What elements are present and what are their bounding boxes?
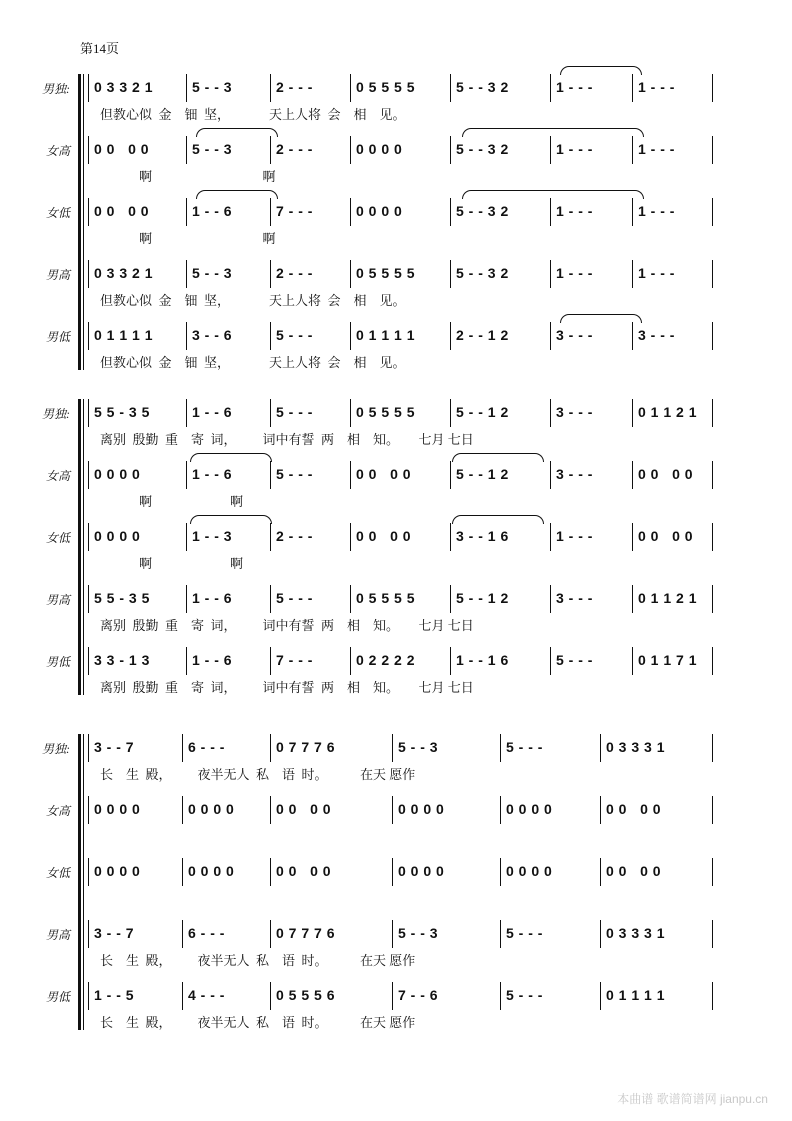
measure: 1 - - - (556, 528, 593, 544)
barline (88, 920, 89, 948)
measure: 3 - - 7 (94, 739, 135, 755)
measure: 0 0 0 0 (276, 863, 332, 879)
barline (182, 920, 183, 948)
barline (88, 858, 89, 886)
slur-mark (196, 128, 278, 137)
lyrics: 离别 殷勤 重 寄 词， 词中有誓 两 相 知。 七月 七日 (100, 618, 474, 633)
lyrics: 但教心似 金 钿 坚， 天上人将 会 相 见。 (100, 355, 406, 370)
barline (712, 136, 713, 164)
measure: 1 - - 5 (94, 987, 135, 1003)
measure: 7 - - - (276, 652, 313, 668)
barline (88, 461, 89, 489)
slur-mark (560, 314, 642, 323)
slur-mark (462, 128, 644, 137)
lyrics: 长 生 殿， 夜半无人 私 语 时。 在天 愿作 (100, 953, 416, 968)
barline (550, 523, 551, 551)
barline (182, 796, 183, 824)
measure: 3 - - - (556, 466, 593, 482)
barline (186, 399, 187, 427)
barline (270, 136, 271, 164)
measure: 2 - - - (276, 141, 313, 157)
part-label: 男高 (45, 928, 70, 942)
part-label: 男低 (45, 330, 70, 344)
barline (392, 796, 393, 824)
barline (350, 260, 351, 288)
barline (600, 982, 601, 1010)
measure: 0 0 0 0 (638, 528, 694, 544)
barline (186, 647, 187, 675)
measure: 0 0 0 0 (606, 801, 662, 817)
part-label: 女高 (45, 469, 70, 483)
part-label: 女低 (45, 531, 70, 545)
barline (270, 322, 271, 350)
measure: 0 1 1 1 1 (94, 327, 153, 343)
barline (392, 920, 393, 948)
measure: 0 5 5 5 5 (356, 265, 415, 281)
measure: 2 - - 1 2 (456, 327, 509, 343)
measure: 0 0 0 0 (356, 466, 412, 482)
measure: 5 - - - (276, 466, 313, 482)
barline (350, 647, 351, 675)
barline (450, 399, 451, 427)
measure: 0 5 5 5 5 (356, 590, 415, 606)
measure: 1 - - 3 (192, 528, 233, 544)
barline (88, 399, 89, 427)
part-label: 男独: (42, 407, 70, 421)
voice-line (0, 70, 792, 130)
barline (350, 136, 351, 164)
barline (270, 399, 271, 427)
measure: 3 - - - (638, 327, 675, 343)
barline (88, 585, 89, 613)
voice-line (0, 730, 792, 790)
voice-line (0, 395, 792, 455)
measure: 5 - - 1 2 (456, 466, 509, 482)
barline (550, 585, 551, 613)
slur-mark (452, 453, 544, 462)
barline (350, 322, 351, 350)
barline (88, 74, 89, 102)
measure: 0 0 0 0 (94, 801, 141, 817)
barline (500, 858, 501, 886)
barline (88, 982, 89, 1010)
barline (270, 920, 271, 948)
barline (450, 198, 451, 226)
barline (500, 982, 501, 1010)
barline (632, 198, 633, 226)
barline (632, 647, 633, 675)
part-label: 男独: (42, 742, 70, 756)
barline (632, 322, 633, 350)
measure: 1 - - - (638, 203, 675, 219)
lyrics: 长 生 殿， 夜半无人 私 语 时。 在天 愿作 (100, 767, 416, 782)
barline (186, 585, 187, 613)
barline (270, 647, 271, 675)
barline (350, 523, 351, 551)
measure: 0 0 0 0 (94, 528, 141, 544)
barline (270, 461, 271, 489)
barline (270, 74, 271, 102)
slur-mark (452, 515, 544, 524)
measure: 0 3 3 3 1 (606, 739, 665, 755)
barline (550, 399, 551, 427)
part-label: 男高 (45, 593, 70, 607)
barline (712, 198, 713, 226)
barline (88, 198, 89, 226)
lyrics: 啊 啊 (100, 556, 244, 571)
measure: 5 - - - (276, 590, 313, 606)
barline (270, 523, 271, 551)
barline (450, 322, 451, 350)
page-number: 第14页 (80, 41, 120, 56)
measure: 0 0 0 0 (356, 203, 403, 219)
measure: 5 - - - (276, 327, 313, 343)
barline (712, 734, 713, 762)
barline (632, 260, 633, 288)
measure: 0 0 0 0 (506, 801, 553, 817)
part-label: 男低 (45, 655, 70, 669)
measure: 5 - - 3 2 (456, 141, 509, 157)
barline (712, 523, 713, 551)
measure: 0 0 0 0 (398, 863, 445, 879)
part-label: 女低 (45, 866, 70, 880)
barline (500, 734, 501, 762)
barline (500, 920, 501, 948)
part-label: 男独: (42, 82, 70, 96)
barline (350, 399, 351, 427)
measure: 7 - - - (276, 203, 313, 219)
barline (712, 858, 713, 886)
barline (450, 74, 451, 102)
measure: 5 - - 1 2 (456, 404, 509, 420)
measure: 1 - - - (556, 203, 593, 219)
barline (712, 982, 713, 1010)
lyrics: 啊 啊 (100, 169, 276, 184)
barline (270, 982, 271, 1010)
measure: 0 0 0 0 (606, 863, 662, 879)
measure: 3 - - 1 6 (456, 528, 509, 544)
measure: 5 - - 3 (398, 739, 439, 755)
voice-line (0, 194, 792, 254)
measure: 5 - - - (276, 404, 313, 420)
barline (550, 74, 551, 102)
barline (88, 260, 89, 288)
barline (450, 523, 451, 551)
barline (550, 136, 551, 164)
barline (600, 920, 601, 948)
barline (600, 734, 601, 762)
barline (550, 461, 551, 489)
measure: 1 - - - (638, 79, 675, 95)
measure: 0 7 7 7 6 (276, 925, 335, 941)
barline (450, 260, 451, 288)
voice-line (0, 792, 792, 852)
barline (632, 74, 633, 102)
barline (88, 647, 89, 675)
measure: 5 - - 3 (192, 79, 233, 95)
measure: 2 - - - (276, 79, 313, 95)
measure: 5 - - - (556, 652, 593, 668)
barline (88, 523, 89, 551)
measure: 3 - - - (556, 327, 593, 343)
measure: 5 - - 3 (192, 141, 233, 157)
barline (632, 523, 633, 551)
barline (88, 322, 89, 350)
barline (450, 585, 451, 613)
measure: 1 - - 6 (192, 466, 233, 482)
measure: 0 0 0 0 (94, 141, 150, 157)
measure: 0 0 0 0 (398, 801, 445, 817)
measure: 0 0 0 0 (356, 141, 403, 157)
barline (270, 858, 271, 886)
barline (350, 74, 351, 102)
voice-line (0, 318, 792, 378)
lyrics: 但教心似 金 钿 坚， 天上人将 会 相 见。 (100, 107, 406, 122)
barline (186, 74, 187, 102)
barline (632, 399, 633, 427)
measure: 0 1 1 1 1 (356, 327, 415, 343)
barline (186, 136, 187, 164)
barline (186, 523, 187, 551)
measure: 0 0 0 0 (94, 203, 150, 219)
barline (186, 260, 187, 288)
measure: 0 2 2 2 2 (356, 652, 415, 668)
measure: 0 5 5 5 6 (276, 987, 335, 1003)
measure: 5 - - 1 2 (456, 590, 509, 606)
measure: 0 1 1 2 1 (638, 404, 697, 420)
measure: 1 - - 6 (192, 404, 233, 420)
slur-mark (560, 66, 642, 75)
measure: 0 0 0 0 (94, 466, 141, 482)
measure: 0 0 0 0 (638, 466, 694, 482)
measure: 1 - - 6 (192, 203, 233, 219)
barline (550, 322, 551, 350)
barline (450, 647, 451, 675)
measure: 0 0 0 0 (188, 863, 235, 879)
part-label: 女高 (45, 804, 70, 818)
measure: 0 0 0 0 (276, 801, 332, 817)
part-label: 女高 (45, 144, 70, 158)
measure: 0 3 3 2 1 (94, 79, 153, 95)
barline (632, 585, 633, 613)
barline (712, 920, 713, 948)
barline (392, 858, 393, 886)
part-label: 男低 (45, 990, 70, 1004)
barline (632, 136, 633, 164)
measure: 0 5 5 5 5 (356, 79, 415, 95)
measure: 1 - - - (556, 141, 593, 157)
voice-line (0, 581, 792, 641)
barline (712, 585, 713, 613)
barline (88, 136, 89, 164)
barline (712, 260, 713, 288)
barline (350, 461, 351, 489)
measure: 5 - - 3 2 (456, 265, 509, 281)
lyrics: 啊 啊 (100, 494, 244, 509)
barline (550, 260, 551, 288)
measure: 3 3 - 1 3 (94, 652, 150, 668)
lyrics: 离别 殷勤 重 寄 词， 词中有誓 两 相 知。 七月 七日 (100, 432, 474, 447)
measure: 5 - - - (506, 739, 543, 755)
measure: 2 - - - (276, 528, 313, 544)
voice-line (0, 132, 792, 192)
measure: 1 - - - (556, 265, 593, 281)
measure: 6 - - - (188, 739, 225, 755)
measure: 0 0 0 0 (188, 801, 235, 817)
measure: 0 7 7 7 6 (276, 739, 335, 755)
barline (712, 399, 713, 427)
barline (550, 198, 551, 226)
measure: 0 1 1 7 1 (638, 652, 697, 668)
barline (88, 796, 89, 824)
measure: 0 0 0 0 (94, 863, 141, 879)
barline (392, 734, 393, 762)
lyrics: 啊 啊 (100, 231, 276, 246)
measure: 3 - - - (556, 404, 593, 420)
measure: 5 5 - 3 5 (94, 404, 150, 420)
barline (350, 198, 351, 226)
lyrics: 离别 殷勤 重 寄 词， 词中有誓 两 相 知。 七月 七日 (100, 680, 474, 695)
barline (182, 858, 183, 886)
barline (600, 858, 601, 886)
measure: 5 - - - (506, 925, 543, 941)
voice-line (0, 256, 792, 316)
voice-line (0, 854, 792, 914)
measure: 1 - - - (556, 79, 593, 95)
barline (186, 322, 187, 350)
voice-line (0, 978, 792, 1038)
voice-line (0, 916, 792, 976)
barline (392, 982, 393, 1010)
measure: 5 - - 3 (398, 925, 439, 941)
voice-line (0, 457, 792, 517)
measure: 3 - - 7 (94, 925, 135, 941)
barline (450, 461, 451, 489)
barline (600, 796, 601, 824)
measure: 2 - - - (276, 265, 313, 281)
measure: 1 - - 6 (192, 652, 233, 668)
barline (270, 260, 271, 288)
measure: 3 - - - (556, 590, 593, 606)
measure: 5 5 - 3 5 (94, 590, 150, 606)
barline (632, 461, 633, 489)
measure: 4 - - - (188, 987, 225, 1003)
lyrics: 长 生 殿， 夜半无人 私 语 时。 在天 愿作 (100, 1015, 416, 1030)
slur-mark (190, 515, 272, 524)
slur-mark (196, 190, 278, 199)
measure: 5 - - 3 (192, 265, 233, 281)
measure: 0 3 3 2 1 (94, 265, 153, 281)
barline (186, 198, 187, 226)
slur-mark (462, 190, 644, 199)
measure: 7 - - 6 (398, 987, 439, 1003)
barline (350, 585, 351, 613)
barline (182, 982, 183, 1010)
barline (712, 74, 713, 102)
measure: 0 5 5 5 5 (356, 404, 415, 420)
voice-line (0, 643, 792, 703)
slur-mark (190, 453, 272, 462)
barline (88, 734, 89, 762)
measure: 1 - - - (638, 265, 675, 281)
measure: 5 - - - (506, 987, 543, 1003)
barline (712, 461, 713, 489)
measure: 5 - - 3 2 (456, 79, 509, 95)
voice-line (0, 519, 792, 579)
watermark: 本曲谱 歌谱简谱网 jianpu.cn (617, 1092, 768, 1106)
measure: 5 - - 3 2 (456, 203, 509, 219)
barline (712, 796, 713, 824)
barline (270, 796, 271, 824)
measure: 0 0 0 0 (356, 528, 412, 544)
barline (270, 198, 271, 226)
measure: 1 - - 6 (192, 590, 233, 606)
barline (712, 647, 713, 675)
measure: 3 - - 6 (192, 327, 233, 343)
part-label: 女低 (45, 206, 70, 220)
barline (182, 734, 183, 762)
barline (550, 647, 551, 675)
measure: 0 3 3 3 1 (606, 925, 665, 941)
barline (500, 796, 501, 824)
measure: 0 0 0 0 (506, 863, 553, 879)
measure: 0 1 1 1 1 (606, 987, 665, 1003)
measure: 0 1 1 2 1 (638, 590, 697, 606)
part-label: 男高 (45, 268, 70, 282)
measure: 6 - - - (188, 925, 225, 941)
barline (712, 322, 713, 350)
barline (186, 461, 187, 489)
lyrics: 但教心似 金 钿 坚， 天上人将 会 相 见。 (100, 293, 406, 308)
barline (270, 585, 271, 613)
measure: 1 - - 1 6 (456, 652, 509, 668)
measure: 1 - - - (638, 141, 675, 157)
barline (270, 734, 271, 762)
barline (450, 136, 451, 164)
